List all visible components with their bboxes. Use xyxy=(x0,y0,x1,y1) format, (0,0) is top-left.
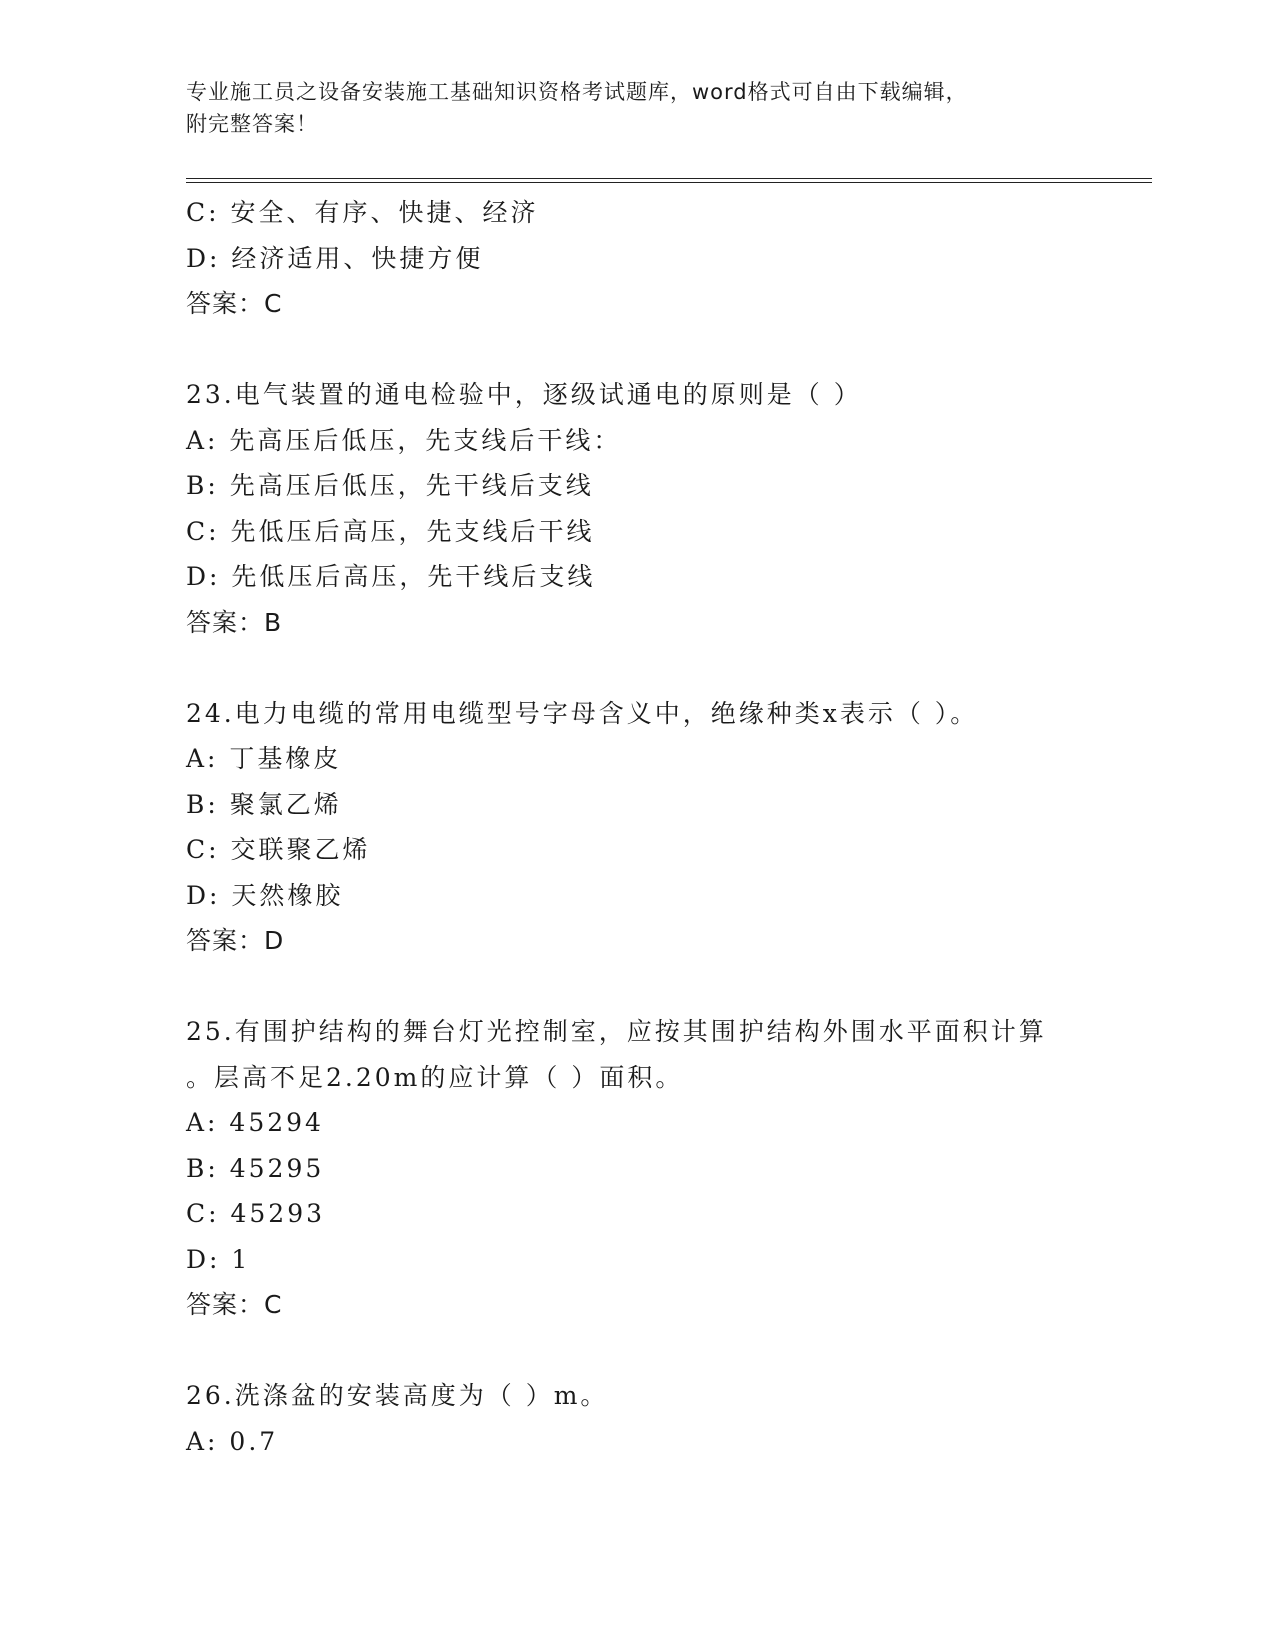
option-c: C: 安全、有序、快捷、经济 xyxy=(186,198,539,227)
header-rule-top xyxy=(186,178,1152,179)
header-rule-bottom xyxy=(186,182,1152,183)
header-line-1: 专业施工员之设备安装施工基础知识资格考试题库，word格式可自由下载编辑， xyxy=(186,80,968,104)
option-d: D: 经济适用、快捷方便 xyxy=(186,243,484,273)
question-23 xyxy=(186,372,1086,645)
question-stem: 25.有围护结构的舞台灯光控制室，应按其围护结构外围水平面积计算 xyxy=(186,1017,1047,1046)
option-b: B: 先高压后低压，先干线后支线 xyxy=(186,471,594,500)
option-c: C: 45293 xyxy=(186,1199,326,1228)
question-stem: 24.电力电缆的常用电缆型号字母含义中，绝缘种类x表示（ ）。 xyxy=(186,698,979,728)
spacer xyxy=(186,327,1086,373)
spacer xyxy=(186,964,1086,1010)
question-22-tail xyxy=(186,190,1086,327)
question-stem: 26.洗涤盆的安装高度为（ ）m。 xyxy=(186,1381,609,1410)
spacer xyxy=(186,1328,1086,1374)
option-d: D: 天然橡胶 xyxy=(186,880,344,910)
answer-line: 答案：C xyxy=(186,289,283,318)
question-26 xyxy=(186,1373,1086,1464)
answer-line: 答案：B xyxy=(186,607,283,637)
option-a: A: 0.7 xyxy=(186,1426,279,1456)
question-list xyxy=(186,190,1086,1464)
option-b: B: 45295 xyxy=(186,1153,325,1183)
spacer xyxy=(186,645,1086,691)
option-a: A: 先高压后低压，先支线后干线： xyxy=(186,425,622,455)
header-line-2: 附完整答案！ xyxy=(186,112,318,136)
option-a: A: 丁基橡皮 xyxy=(186,744,342,773)
option-d: D: 1 xyxy=(186,1244,251,1274)
question-24 xyxy=(186,691,1086,964)
question-stem: 23.电气装置的通电检验中，逐级试通电的原则是（ ） xyxy=(186,380,862,409)
question-25 xyxy=(186,1009,1086,1328)
option-b: B: 聚氯乙烯 xyxy=(186,789,342,819)
answer-line: 答案：D xyxy=(186,926,285,955)
option-d: D: 先低压后高压，先干线后支线 xyxy=(186,562,596,591)
document-header xyxy=(186,76,1066,140)
option-a: A: 45294 xyxy=(186,1108,324,1137)
answer-line: 答案：C xyxy=(186,1290,283,1319)
question-stem-continued: 。层高不足2.20m的应计算（ ）面积。 xyxy=(186,1062,684,1092)
option-c: C: 先低压后高压，先支线后干线 xyxy=(186,516,595,546)
option-c: C: 交联聚乙烯 xyxy=(186,835,371,864)
